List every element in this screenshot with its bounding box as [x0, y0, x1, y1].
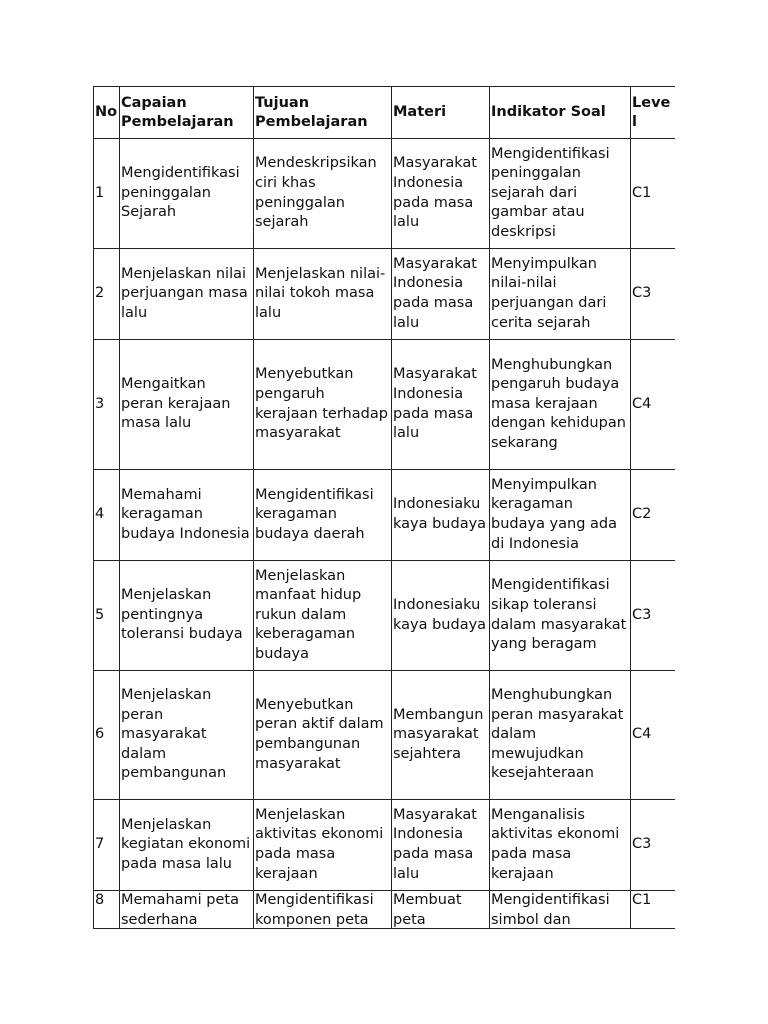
- cell-tujuan: Menjelaskan manfaat hidup rukun dalam keberagaman budaya: [254, 561, 392, 671]
- cell-tujuan: Mengidentifikasi komponen peta: [254, 891, 392, 930]
- cell-indikator: Mengidentifikasi simbol dan: [490, 891, 631, 930]
- cell-no: 2: [94, 249, 120, 340]
- cell-materi: Masyarakat Indonesia pada masa lalu: [392, 800, 490, 891]
- cell-indikator: Menganalisis aktivitas ekonomi pada masa kerajaan: [490, 800, 631, 891]
- cell-level: C1: [631, 139, 676, 249]
- cell-materi: Indonesiaku kaya budaya: [392, 561, 490, 671]
- cell-tujuan: Mengidentifikasi keragaman budaya daerah: [254, 470, 392, 561]
- table-row: [94, 470, 676, 561]
- cell-indikator: Mengidentifikasi peninggalan sejarah dari gambar atau deskripsi: [490, 139, 631, 249]
- table-row: [94, 561, 676, 671]
- cell-no: 1: [94, 139, 120, 249]
- table-row: [94, 340, 676, 470]
- cell-indikator: Menyimpulkan nilai-nilai perjuangan dari cerita sejarah: [490, 249, 631, 340]
- cell-materi: Membangun masyarakat sejahtera: [392, 671, 490, 800]
- header-capaian: Capaian Pembelajaran: [120, 87, 254, 139]
- cell-level: C3: [631, 249, 676, 340]
- cell-level: C2: [631, 470, 676, 561]
- header-tujuan: Tujuan Pembelajaran: [254, 87, 392, 139]
- cell-tujuan: Menjelaskan aktivitas ekonomi pada masa kerajaan: [254, 800, 392, 891]
- cell-no: 6: [94, 671, 120, 800]
- cell-capaian: Menjelaskan pentingnya toleransi budaya: [120, 561, 254, 671]
- table-row: [94, 891, 676, 930]
- table-row: [94, 249, 676, 340]
- cell-level: C3: [631, 561, 676, 671]
- cell-capaian: Menjelaskan nilai perjuangan masa lalu: [120, 249, 254, 340]
- learning-objectives-table: [93, 86, 675, 929]
- cell-indikator: Mengidentifikasi sikap toleransi dalam masyarakat yang beragam: [490, 561, 631, 671]
- cell-capaian: Memahami peta sederhana: [120, 891, 254, 930]
- header-no: No: [94, 87, 120, 139]
- cell-no: 7: [94, 800, 120, 891]
- cell-materi: Masyarakat Indonesia pada masa lalu: [392, 249, 490, 340]
- cell-capaian: Mengidentifikasi peninggalan Sejarah: [120, 139, 254, 249]
- cell-level: C1: [631, 891, 676, 930]
- cell-no: 3: [94, 340, 120, 470]
- cell-indikator: Menyimpulkan keragaman budaya yang ada di Indonesia: [490, 470, 631, 561]
- cell-materi: Indonesiaku kaya budaya: [392, 470, 490, 561]
- table-row: [94, 139, 676, 249]
- header-indikator: Indikator Soal: [490, 87, 631, 139]
- cell-tujuan: Mendeskripsikan ciri khas peninggalan sejarah: [254, 139, 392, 249]
- cell-level: C3: [631, 800, 676, 891]
- cell-materi: Masyarakat Indonesia pada masa lalu: [392, 340, 490, 470]
- cell-level: C4: [631, 340, 676, 470]
- cell-capaian: Memahami keragaman budaya Indonesia: [120, 470, 254, 561]
- cell-materi: Masyarakat Indonesia pada masa lalu: [392, 139, 490, 249]
- table-container: [93, 86, 675, 929]
- cell-tujuan: Menyebutkan peran aktif dalam pembangunan masyarakat: [254, 671, 392, 800]
- table-header-row: [94, 87, 676, 139]
- cell-tujuan: Menjelaskan nilai-nilai tokoh masa lalu: [254, 249, 392, 340]
- cell-no: 4: [94, 470, 120, 561]
- cell-level: C4: [631, 671, 676, 800]
- header-materi: Materi: [392, 87, 490, 139]
- cell-indikator: Menghubungkan pengaruh budaya masa kerajaan dengan kehidupan sekarang: [490, 340, 631, 470]
- header-level: Level: [631, 87, 676, 139]
- cell-materi: Membuat peta: [392, 891, 490, 930]
- cell-indikator: Menghubungkan peran masyarakat dalam mewujudkan kesejahteraan: [490, 671, 631, 800]
- cell-no: 5: [94, 561, 120, 671]
- cell-capaian: Mengaitkan peran kerajaan masa lalu: [120, 340, 254, 470]
- cell-tujuan: Menyebutkan pengaruh kerajaan terhadap masyarakat: [254, 340, 392, 470]
- cell-capaian: Menjelaskan peran masyarakat dalam pembangunan: [120, 671, 254, 800]
- cell-no: 8: [94, 891, 120, 930]
- cell-capaian: Menjelaskan kegiatan ekonomi pada masa lalu: [120, 800, 254, 891]
- table-row: [94, 671, 676, 800]
- table-row: [94, 800, 676, 891]
